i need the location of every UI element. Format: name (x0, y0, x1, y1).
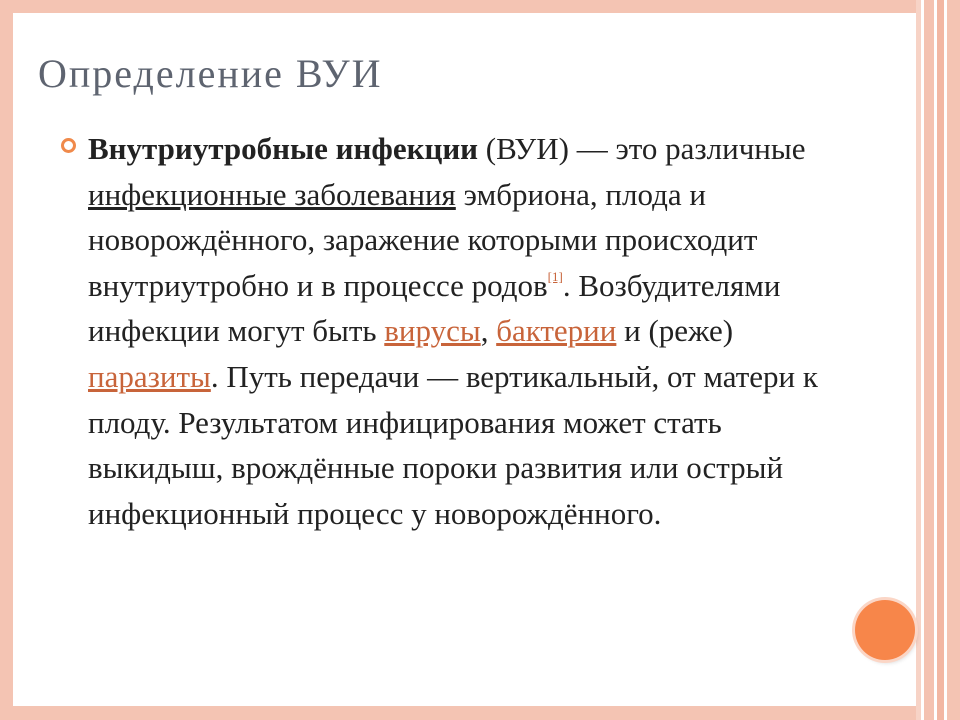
slide-border-right-stripes (916, 0, 960, 720)
slide-border-top (0, 0, 960, 13)
link-bacteria[interactable]: бактерии (496, 313, 617, 349)
link-viruses[interactable]: вирусы (384, 313, 481, 349)
slide-border-left (0, 0, 13, 720)
term-label: Внутриутробные инфекции (88, 131, 479, 166)
slide-border-bottom (0, 706, 960, 720)
definition-paragraph (88, 126, 848, 536)
text-segment: , (480, 313, 497, 349)
text-segment: . Путь передачи — вертикальный, от матери к плоду. Результатом инфицирования может стать выкидыш, врождённые пороки развития или острый инфекционный процесс у новорождённого. (88, 358, 818, 531)
link-parasites[interactable]: паразиты (88, 358, 211, 394)
link-infectious-diseases[interactable]: инфекционные заболевания (88, 176, 456, 212)
circle-bullet-icon (61, 138, 76, 153)
text-segment: эмбриона, плода и новорождённого, заражение которыми происходит внутриутробно и в процессе родов (88, 176, 758, 303)
orange-circle-icon (855, 600, 915, 660)
slide-title: Определение ВУИ (38, 51, 383, 96)
text-segment: (ВУИ) — это различные (478, 131, 806, 166)
text-segment: и (реже) (616, 313, 734, 349)
reference-link[interactable]: [1] (547, 268, 563, 284)
text-segment: . Возбудителями инфекции могут быть (88, 267, 781, 349)
